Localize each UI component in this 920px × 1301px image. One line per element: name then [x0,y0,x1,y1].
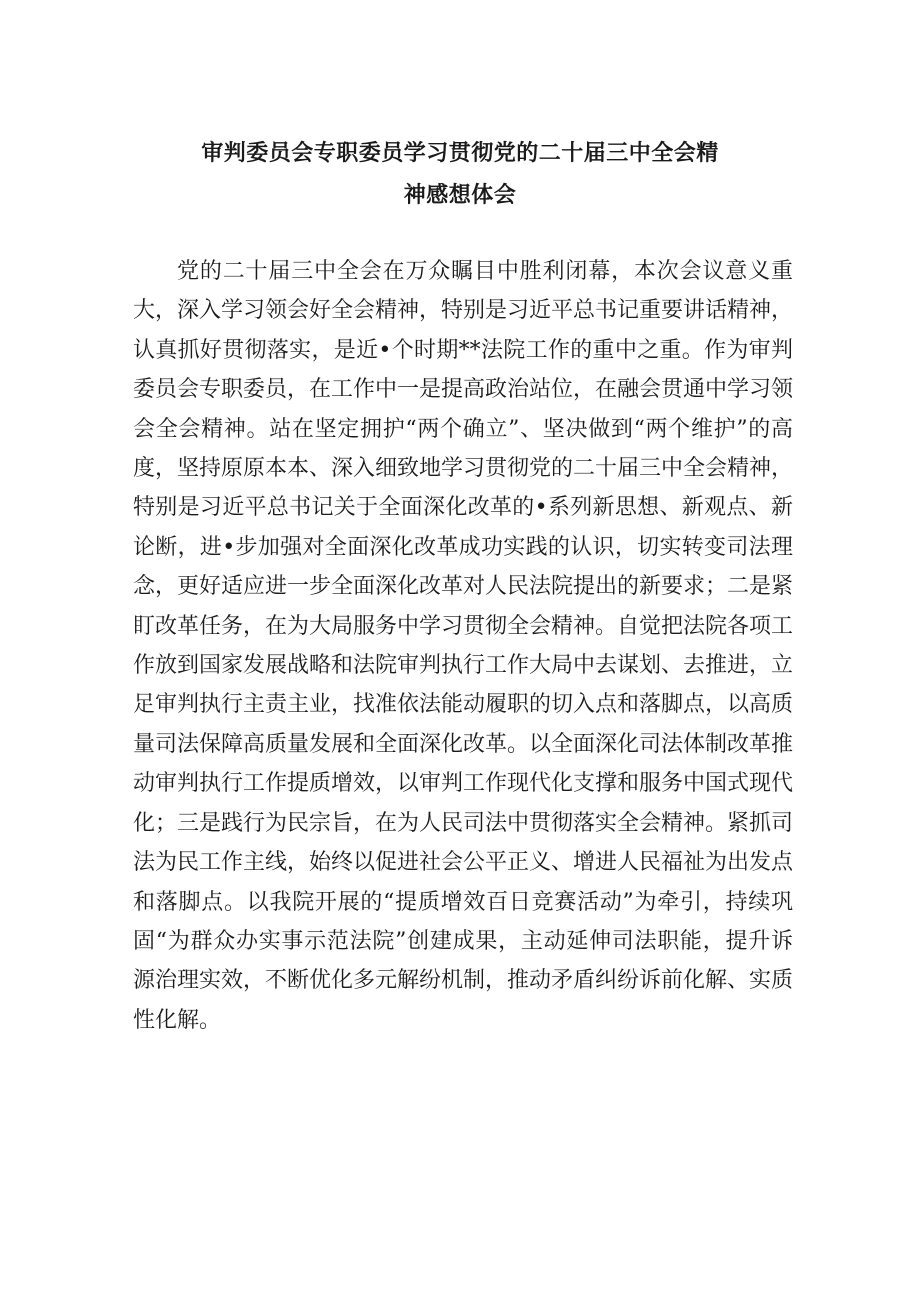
document-body [133,252,793,1040]
document-title-line-1: 审判委员会专职委员学习贯彻党的二十届三中全会精 [201,140,719,166]
document-title [0,133,920,217]
body-paragraph: 党的二十届三中全会在万众瞩目中胜利闭幕，本次会议意义重大，深入学习领会好全会精神，特别是习近平总书记重要讲话精神，认真抓好贯彻落实，是近•个时期**法院工作的重中之重。作为审判委员会专职委员，在工作中一是提高政治站位，在融会贯通中学习领会全会精神。站在坚定拥护“两个确立”、坚决做到“两个维护”的高度，坚持原原本本、深入细致地学习贯彻党的二十届三中全会精神，特别是习近平总书记关于全面深化改革的•系列新思想、新观点、新论断，进•步加强对全面深化改革成功实践的认识，切实转变司法理念，更好适应进一步全面深化改革对人民法院提出的新要求；二是紧盯改革任务，在为大局服务中学习贯彻全会精神。自觉把法院各项工作放到国家发展战略和法院审判执行工作大局中去谋划、去推进，立足审判执行主责主业，找准依法能动履职的切入点和落脚点，以高质量司法保障高质量发展和全面深化改革。以全面深化司法体制改革推动审判执行工作提质增效，以审判工作现代化支撑和服务中国式现代化；三是践行为民宗旨，在为人民司法中贯彻落实全会精神。紧抓司法为民工作主线，始终以促进社会公平正义、增进人民福祉为出发点和落脚点。以我院开展的“提质增效百日竞赛活动”为牵引，持续巩固“为群众办实事示范法院”创建成果，主动延伸司法职能，提升诉源治理实效，不断优化多元解纷机制，推动矛盾纠纷诉前化解、实质性化解。 [133,259,794,1033]
document-title-line-2: 神感想体会 [403,182,517,208]
